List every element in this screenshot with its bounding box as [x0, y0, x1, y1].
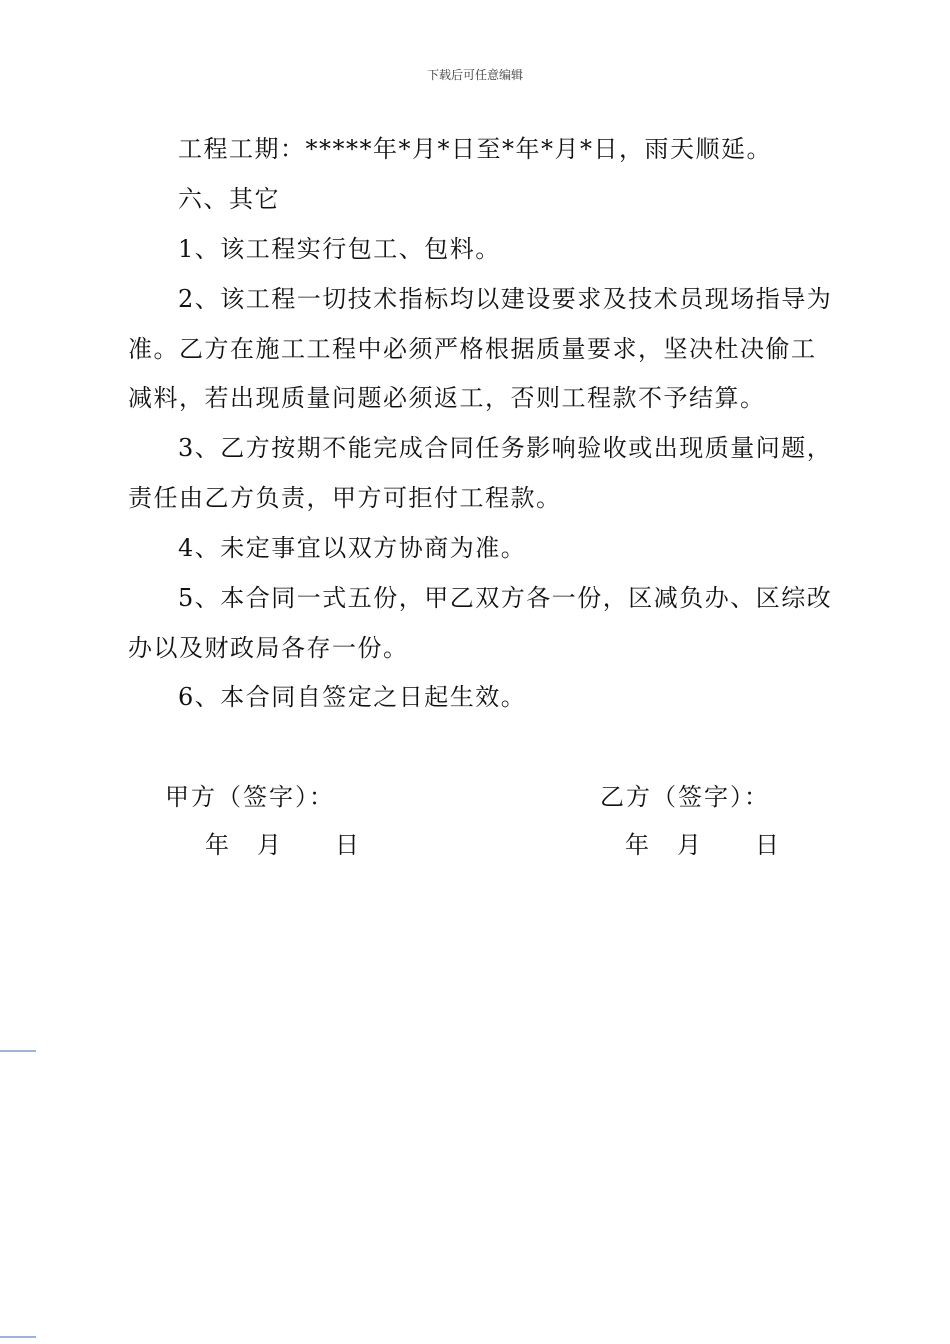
section-heading-other	[128, 175, 838, 225]
margin-mark	[0, 1050, 36, 1052]
line: 准。乙方在施工工程中必须严格根据质量要求，坚决杜决偷工	[128, 334, 817, 363]
paragraph-item-4	[128, 524, 838, 574]
line: 3、乙方按期不能完成合同任务影响验收或出现质量问题，	[178, 434, 833, 462]
paragraph-item-5	[128, 574, 838, 673]
paragraph-item-3	[128, 424, 838, 523]
paragraph-schedule	[128, 125, 838, 175]
line: 4、未定事宜以双方协商为准。	[178, 534, 527, 562]
line: 5、本合同一式五份，甲乙双方各一份，区减负办、区综改	[178, 584, 833, 612]
line: 6、本合同自签定之日起生效。	[178, 683, 527, 711]
line: 六、其它	[178, 185, 280, 213]
paragraph-item-2	[128, 275, 838, 424]
line: 2、该工程一切技术指标均以建设要求及技术员现场指导为	[178, 285, 833, 313]
line: 减料，若出现质量问题必须返工，否则工程款不予结算。	[128, 384, 766, 412]
line: 1、该工程实行包工、包料。	[178, 235, 501, 263]
party-b-signature-label: 乙方（签字）：	[600, 783, 770, 811]
margin-mark	[0, 1336, 36, 1338]
line: 责任由乙方负责，甲方可拒付工程款。	[128, 483, 562, 512]
party-a-date: 年 月 日	[205, 831, 361, 859]
party-b-date: 年 月 日	[625, 831, 781, 859]
line: 工程工期：*****年*月*日至*年*月*日，雨天顺延。	[178, 135, 772, 163]
paragraph-item-6	[128, 673, 838, 723]
party-a-signature-label: 甲方（签字）：	[165, 783, 335, 811]
page-header: 下载后可任意编辑	[426, 68, 523, 82]
paragraph-item-1	[128, 225, 838, 275]
line: 办以及财政局各存一份。	[128, 633, 409, 662]
